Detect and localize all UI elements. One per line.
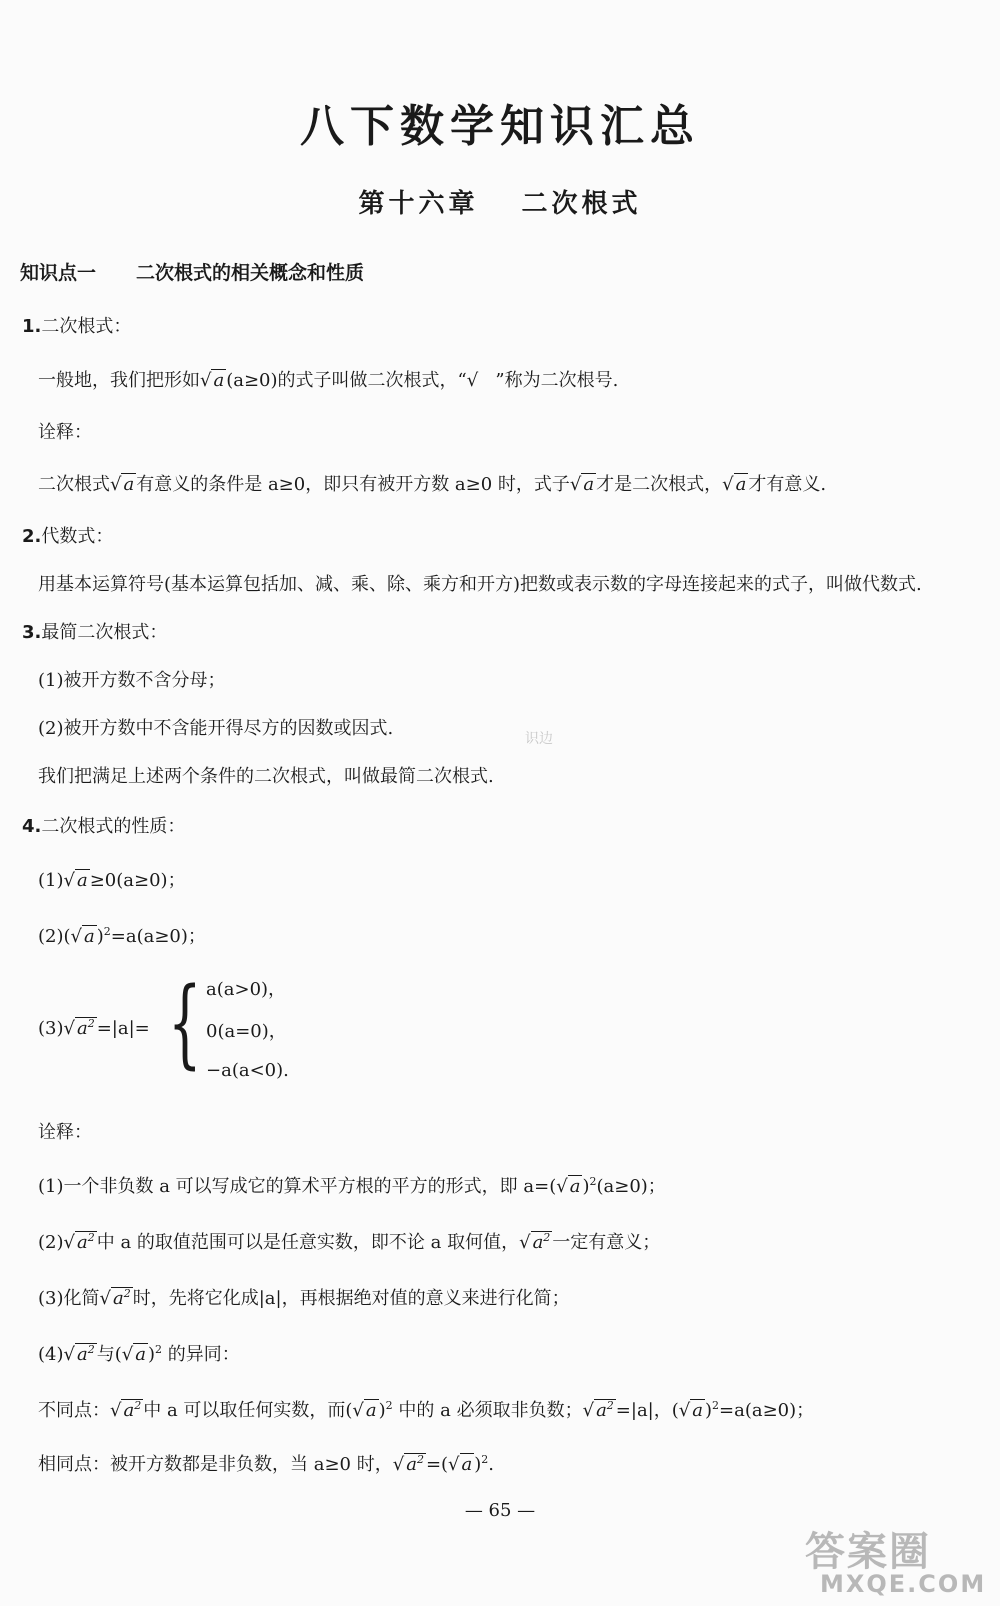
section-3-heading: 3.最简二次根式： bbox=[22, 622, 168, 643]
section-2-heading: 2.代数式： bbox=[22, 526, 114, 547]
note-label: 诠释： bbox=[38, 422, 92, 443]
property-1: (1)√ a ≥0(a≥0)； bbox=[38, 870, 186, 891]
section-1-heading: 1.二次根式： bbox=[22, 316, 132, 337]
note-4: (4)√ $a^2$ 与(√ a )$^2$ 的异同： bbox=[38, 1343, 240, 1365]
watermark-mid: 识边 bbox=[525, 731, 553, 747]
watermark-logo: 答案圈 bbox=[805, 1529, 931, 1575]
case-positive: a(a>0)， bbox=[206, 979, 287, 1000]
watermark-url: MXQE.COM bbox=[820, 1570, 987, 1598]
condition-summary: 我们把满足上述两个条件的二次根式，叫做最简二次根式. bbox=[38, 766, 494, 787]
section-2-body: 用基本运算符号(基本运算包括加、减、乘、除、乘方和开方)把数或表示数的字母连接起来的式子，叫做代数式. bbox=[38, 574, 922, 595]
watermark bbox=[800, 1520, 1000, 1606]
note-1: (1)一个非负数 a 可以写成它的算术平方根的平方的形式，即 a=(√ a )$^2$(a≥0)； bbox=[38, 1175, 666, 1197]
condition-1: (1)被开方数不含分母； bbox=[38, 670, 226, 691]
note-line: 二次根式√ a 有意义的条件是 a≥0，即只有被开方数 a≥0 时，式子√ a 才是二次根式，√ a 才有意义. bbox=[38, 474, 827, 495]
similarity-line: 相同点：被开方数都是非负数，当 a≥0 时，√ $a^2$ =(√ a )$^2$. bbox=[38, 1453, 495, 1475]
note-label-2: 诠释： bbox=[38, 1122, 92, 1143]
difference-line: 不同点：√ $a^2$ 中 a 可以取任何实数，而(√ a )$^2$ 中的 a 必须取非负数；√ $a^2 =|a|$，(√ a )$^2$=a(a≥0)； bbox=[38, 1399, 815, 1421]
condition-2: (2)被开方数中不含能开得尽方的因数或因式. bbox=[38, 718, 394, 739]
section-4-heading: 4.二次根式的性质： bbox=[22, 816, 186, 837]
knowledge-point-heading: 知识点一 二次根式的相关概念和性质 bbox=[20, 262, 365, 284]
chapter-title: 第十六章 二次根式 bbox=[358, 189, 642, 219]
property-2: (2)(√ a )$^2$=a(a≥0)； bbox=[38, 925, 206, 947]
definition-line: 一般地，我们把形如√ a (a≥0)的式子叫做二次根式，“√ ”称为二次根号. bbox=[38, 370, 619, 391]
note-3: (3)化简√ $a^2$ 时，先将它化成|a|，再根据绝对值的意义来进行化简； bbox=[38, 1287, 570, 1309]
case-negative: −a(a<0). bbox=[206, 1060, 289, 1081]
page-title: 八下数学知识汇总 bbox=[300, 101, 700, 152]
property-3: (3)√ $a^2 =|a|=$ { a(a>0)， 0(a=0)， −a(a<0). bbox=[38, 967, 289, 1081]
note-2: (2)√ $a^2$ 中 a 的取值范围可以是任意实数，即不论 a 取何值，√ $a^2$ 一定有意义； bbox=[38, 1231, 661, 1253]
case-zero: 0(a=0)， bbox=[206, 1021, 287, 1042]
page-number: — 65 — bbox=[464, 1500, 536, 1521]
